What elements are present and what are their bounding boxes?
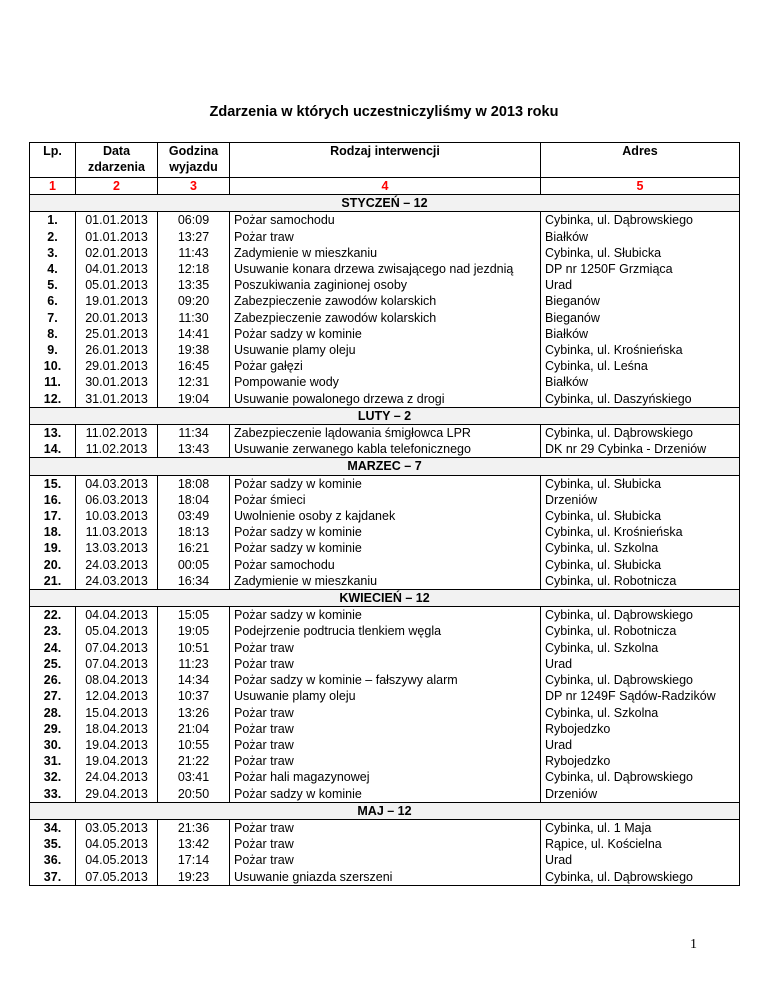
entry-address: Cybinka, ul. Słubicka	[545, 509, 662, 524]
entry-date: 19.04.2013	[85, 737, 148, 752]
entry-time: 18:08	[177, 476, 210, 491]
entry-address: Urad	[545, 656, 573, 671]
entry-lp: 15.	[43, 476, 62, 491]
entry-type: Usuwanie zerwanego kabla telefonicznego	[234, 442, 471, 457]
entry-type: Podejrzenie podtrucia tlenkiem węgla	[234, 624, 442, 639]
column-time	[158, 212, 230, 407]
entry-lp: 8.	[47, 326, 58, 341]
header-date-line: Data	[102, 144, 131, 158]
entry-time: 13:42	[177, 837, 210, 852]
entry-address: Cybinka, ul. Dąbrowskiego	[545, 213, 693, 228]
entry-address: Cybinka, ul. 1 Maja	[545, 820, 652, 835]
entry-time: 10:51	[177, 640, 210, 655]
month-label: KWIECIEŃ – 12	[30, 590, 740, 607]
header-type: Rodzaj interwencji	[230, 143, 541, 178]
entry-time: 19:23	[177, 869, 210, 884]
column-lp	[30, 212, 76, 407]
entry-address: Cybinka, ul. Krośnieńska	[545, 525, 683, 540]
entry-address: Rybojedzko	[545, 754, 611, 769]
entry-lp: 3.	[47, 245, 58, 260]
entry-lp: 32.	[43, 770, 62, 785]
entry-type: Pożar traw	[234, 721, 294, 736]
entry-time: 14:34	[177, 673, 210, 688]
entry-time: 20:50	[177, 786, 210, 801]
entry-time: 21:36	[177, 820, 210, 835]
entry-type: Pożar sadzy w kominie – fałszywy alarm	[234, 673, 458, 688]
entry-date: 07.05.2013	[85, 869, 148, 884]
month-header-row	[30, 458, 740, 475]
entry-date: 11.03.2013	[85, 525, 148, 540]
entry-date: 04.05.2013	[85, 837, 148, 852]
entry-date: 18.04.2013	[85, 721, 148, 736]
entry-date: 04.03.2013	[85, 476, 148, 491]
entry-date: 10.03.2013	[85, 509, 148, 524]
column-address	[541, 819, 740, 885]
column-type	[230, 212, 541, 407]
entry-date: 05.01.2013	[85, 278, 148, 293]
entry-type: Pożar śmieci	[234, 492, 306, 507]
entry-address: Cybinka, ul. Dąbrowskiego	[545, 608, 693, 623]
entry-date: 31.01.2013	[85, 391, 148, 406]
entry-lp: 37.	[43, 869, 62, 884]
entry-lp: 25.	[43, 656, 62, 671]
entry-date: 04.05.2013	[85, 853, 148, 868]
entry-time: 16:34	[177, 573, 210, 588]
header-date-line: zdarzenia	[88, 160, 145, 175]
column-address	[541, 212, 740, 407]
entry-date: 07.04.2013	[85, 656, 148, 671]
month-header-row	[30, 407, 740, 424]
entry-time: 21:04	[177, 721, 210, 736]
entry-address: Cybinka, ul. Słubicka	[545, 245, 662, 260]
entry-address: Cybinka, ul. Dąbrowskiego	[545, 770, 693, 785]
entry-time: 10:37	[177, 689, 210, 704]
entry-address: Cybinka, ul. Dąbrowskiego	[545, 426, 693, 441]
entry-date: 01.01.2013	[85, 229, 148, 244]
entry-time: 21:22	[177, 754, 210, 769]
entry-date: 07.04.2013	[85, 640, 148, 655]
entry-time: 18:13	[177, 525, 210, 540]
entry-lp: 5.	[47, 278, 58, 293]
month-label: MAJ – 12	[30, 802, 740, 819]
column-number: 5	[541, 178, 740, 195]
month-entries-row	[30, 212, 740, 407]
column-lp	[30, 607, 76, 802]
month-label: STYCZEŃ – 12	[30, 195, 740, 212]
entry-time: 11:30	[178, 310, 209, 325]
entry-address: DP nr 1249F Sądów-Radzików	[545, 689, 716, 704]
entry-address: Urad	[545, 737, 573, 752]
header-row	[30, 143, 740, 178]
entry-address: Białków	[545, 326, 589, 341]
entry-address: Bieganów	[545, 294, 600, 309]
entry-lp: 34.	[43, 820, 62, 835]
header-address: Adres	[541, 143, 740, 178]
entry-lp: 22.	[43, 608, 62, 623]
column-date	[76, 475, 158, 589]
entry-address: DK nr 29 Cybinka - Drzeniów	[545, 442, 707, 457]
header-time	[158, 143, 230, 178]
column-time	[158, 819, 230, 885]
column-time	[158, 425, 230, 458]
entry-lp: 33.	[43, 786, 62, 801]
entry-lp: 13.	[43, 426, 62, 441]
header-time-line: Godzina	[168, 144, 219, 158]
entry-lp: 1.	[47, 213, 58, 228]
incidents-table	[29, 142, 740, 886]
entry-lp: 2.	[47, 229, 58, 244]
header-date	[76, 143, 158, 178]
entry-type: Pożar traw	[234, 837, 294, 852]
entry-date: 03.05.2013	[85, 820, 148, 835]
entry-time: 03:41	[177, 770, 210, 785]
column-time	[158, 475, 230, 589]
entry-address: Cybinka, ul. Krośnieńska	[545, 343, 683, 358]
entry-date: 19.04.2013	[85, 754, 148, 769]
entry-type: Pożar traw	[234, 705, 294, 720]
table-body	[30, 195, 740, 886]
entry-type: Uwolnienie osoby z kajdanek	[234, 509, 396, 524]
entry-lp: 26.	[43, 673, 62, 688]
entry-lp: 31.	[43, 754, 62, 769]
column-type	[230, 607, 541, 802]
entry-address: Cybinka, ul. Słubicka	[545, 557, 662, 572]
entry-date: 20.01.2013	[85, 310, 148, 325]
entry-time: 13:26	[177, 705, 210, 720]
month-header-row	[30, 195, 740, 212]
entry-address: Cybinka, ul. Leśna	[545, 359, 648, 374]
entry-address: Cybinka, ul. Szkolna	[545, 640, 659, 655]
entry-time: 09:20	[177, 294, 210, 309]
page-title: Zdarzenia w których uczestniczyliśmy w 2013 roku	[209, 104, 559, 120]
entry-date: 05.04.2013	[85, 624, 148, 639]
column-address	[541, 425, 740, 458]
entry-time: 11:23	[178, 656, 209, 671]
column-date	[76, 212, 158, 407]
entry-lp: 29.	[43, 721, 62, 736]
entry-type: Pożar gałęzi	[234, 359, 303, 374]
entry-address: Bieganów	[545, 310, 600, 325]
entry-lp: 24.	[43, 640, 62, 655]
entry-date: 08.04.2013	[85, 673, 148, 688]
column-address	[541, 475, 740, 589]
entry-lp: 6.	[47, 294, 58, 309]
entry-date: 04.01.2013	[85, 262, 148, 277]
column-number: 2	[76, 178, 158, 195]
entry-type: Poszukiwania zaginionej osoby	[234, 278, 408, 293]
entry-type: Pożar sadzy w kominie	[234, 786, 362, 801]
entry-lp: 17.	[43, 509, 62, 524]
entry-type: Pożar traw	[234, 820, 294, 835]
header-lp: Lp.	[30, 143, 76, 178]
entry-address: Białków	[545, 375, 589, 390]
entry-type: Pożar traw	[234, 853, 294, 868]
entry-lp: 14.	[43, 442, 62, 457]
column-date	[76, 425, 158, 458]
entry-time: 11:43	[178, 245, 209, 260]
entry-type: Usuwanie konara drzewa zwisającego nad jezdnią	[234, 262, 514, 277]
entry-address: Cybinka, ul. Słubicka	[545, 476, 662, 491]
entry-time: 12:18	[177, 262, 210, 277]
entry-address: Rybojedzko	[545, 721, 611, 736]
entry-type: Pożar sadzy w kominie	[234, 326, 362, 341]
entry-address: Rąpice, ul. Kościelna	[545, 837, 662, 852]
entry-time: 17:14	[177, 853, 210, 868]
entry-lp: 21.	[43, 573, 62, 588]
entry-type: Pożar sadzy w kominie	[234, 525, 362, 540]
entry-address: Cybinka, ul. Robotnicza	[545, 624, 677, 639]
month-entries-row	[30, 425, 740, 458]
column-date	[76, 607, 158, 802]
entry-address: Drzeniów	[545, 786, 598, 801]
month-label: MARZEC – 7	[30, 458, 740, 475]
entry-date: 24.03.2013	[85, 557, 148, 572]
page-number: 1	[690, 937, 697, 952]
entry-type: Pożar traw	[234, 656, 294, 671]
entry-address: DP nr 1250F Grzmiąca	[545, 262, 673, 277]
entry-time: 13:43	[177, 442, 210, 457]
entry-address: Cybinka, ul. Szkolna	[545, 541, 659, 556]
entry-lp: 27.	[43, 689, 62, 704]
column-date	[76, 819, 158, 885]
entry-time: 06:09	[177, 213, 210, 228]
month-label: LUTY – 2	[30, 407, 740, 424]
entry-type: Pożar traw	[234, 737, 294, 752]
column-time	[158, 607, 230, 802]
entry-lp: 7.	[47, 310, 58, 325]
entry-time: 03:49	[177, 509, 210, 524]
entry-date: 30.01.2013	[85, 375, 148, 390]
entry-type: Zadymienie w mieszkaniu	[234, 245, 378, 260]
entry-type: Pożar traw	[234, 229, 294, 244]
entry-type: Pożar samochodu	[234, 557, 335, 572]
entry-time: 12:31	[177, 375, 210, 390]
entry-type: Zabezpieczenie lądowania śmigłowca LPR	[234, 426, 471, 441]
entry-date: 19.01.2013	[85, 294, 148, 309]
entry-time: 13:27	[177, 229, 210, 244]
entry-date: 29.04.2013	[85, 786, 148, 801]
entry-date: 13.03.2013	[85, 541, 148, 556]
entry-address: Białków	[545, 229, 589, 244]
entry-type: Pompowanie wody	[234, 375, 339, 390]
entry-lp: 23.	[43, 624, 62, 639]
entry-lp: 16.	[43, 492, 62, 507]
entry-type: Pożar sadzy w kominie	[234, 476, 362, 491]
month-header-row	[30, 590, 740, 607]
column-number: 4	[230, 178, 541, 195]
entry-lp: 19.	[43, 541, 62, 556]
month-entries-row	[30, 607, 740, 802]
month-entries-row	[30, 475, 740, 589]
entry-date: 24.03.2013	[85, 573, 148, 588]
column-lp	[30, 475, 76, 589]
column-lp	[30, 819, 76, 885]
entry-type: Pożar traw	[234, 754, 294, 769]
entry-type: Pożar sadzy w kominie	[234, 608, 362, 623]
column-number: 3	[158, 178, 230, 195]
entry-type: Zadymienie w mieszkaniu	[234, 573, 378, 588]
column-type	[230, 425, 541, 458]
entry-type: Zabezpieczenie zawodów kolarskich	[234, 310, 437, 325]
entry-time: 19:38	[177, 343, 210, 358]
column-type	[230, 819, 541, 885]
entry-time: 18:04	[177, 492, 210, 507]
entry-date: 11.02.2013	[85, 442, 148, 457]
entry-type: Usuwanie powalonego drzewa z drogi	[234, 391, 445, 406]
entry-date: 11.02.2013	[85, 426, 148, 441]
column-number: 1	[30, 178, 76, 195]
entry-date: 06.03.2013	[85, 492, 148, 507]
entry-type: Pożar hali magazynowej	[234, 770, 370, 785]
header-time-line: wyjazdu	[169, 160, 218, 175]
entry-lp: 10.	[43, 359, 62, 374]
column-address	[541, 607, 740, 802]
entry-address: Urad	[545, 853, 573, 868]
entry-address: Cybinka, ul. Robotnicza	[545, 573, 677, 588]
column-lp	[30, 425, 76, 458]
entry-lp: 30.	[43, 737, 62, 752]
entry-lp: 20.	[43, 557, 62, 572]
entry-type: Usuwanie gniazda szerszeni	[234, 869, 393, 884]
entry-time: 10:55	[177, 737, 210, 752]
entry-lp: 18.	[43, 525, 62, 540]
entry-type: Pożar traw	[234, 640, 294, 655]
entry-date: 01.01.2013	[85, 213, 148, 228]
entry-time: 16:21	[177, 541, 210, 556]
column-type	[230, 475, 541, 589]
entry-address: Cybinka, ul. Szkolna	[545, 705, 659, 720]
entry-time: 11:34	[178, 426, 209, 441]
entry-address: Urad	[545, 278, 573, 293]
entry-lp: 11.	[44, 375, 61, 390]
entry-address: Cybinka, ul. Daszyńskiego	[545, 391, 692, 406]
entry-time: 00:05	[177, 557, 210, 572]
entry-date: 15.04.2013	[85, 705, 148, 720]
entry-date: 29.01.2013	[85, 359, 148, 374]
entry-address: Drzeniów	[545, 492, 598, 507]
entry-time: 14:41	[177, 326, 210, 341]
entry-lp: 12.	[43, 391, 62, 406]
entry-time: 13:35	[177, 278, 210, 293]
entry-lp: 9.	[47, 343, 58, 358]
entry-lp: 36.	[43, 853, 62, 868]
month-header-row	[30, 802, 740, 819]
entry-type: Usuwanie plamy oleju	[234, 343, 356, 358]
entry-date: 26.01.2013	[85, 343, 148, 358]
entry-type: Zabezpieczenie zawodów kolarskich	[234, 294, 437, 309]
column-number-row	[30, 178, 740, 195]
entry-time: 19:04	[177, 391, 210, 406]
entry-lp: 4.	[47, 262, 58, 277]
entry-address: Cybinka, ul. Dąbrowskiego	[545, 869, 693, 884]
entry-date: 02.01.2013	[85, 245, 148, 260]
month-entries-row	[30, 819, 740, 885]
entry-time: 19:05	[177, 624, 210, 639]
entry-type: Usuwanie plamy oleju	[234, 689, 356, 704]
entry-type: Pożar samochodu	[234, 213, 335, 228]
entry-date: 24.04.2013	[85, 770, 148, 785]
entry-lp: 28.	[43, 705, 62, 720]
entry-date: 25.01.2013	[85, 326, 148, 341]
entry-time: 16:45	[177, 359, 210, 374]
entry-type: Pożar sadzy w kominie	[234, 541, 362, 556]
entry-address: Cybinka, ul. Dąbrowskiego	[545, 673, 693, 688]
entry-date: 12.04.2013	[85, 689, 148, 704]
entry-lp: 35.	[43, 837, 62, 852]
entry-time: 15:05	[177, 608, 210, 623]
entry-date: 04.04.2013	[85, 608, 148, 623]
